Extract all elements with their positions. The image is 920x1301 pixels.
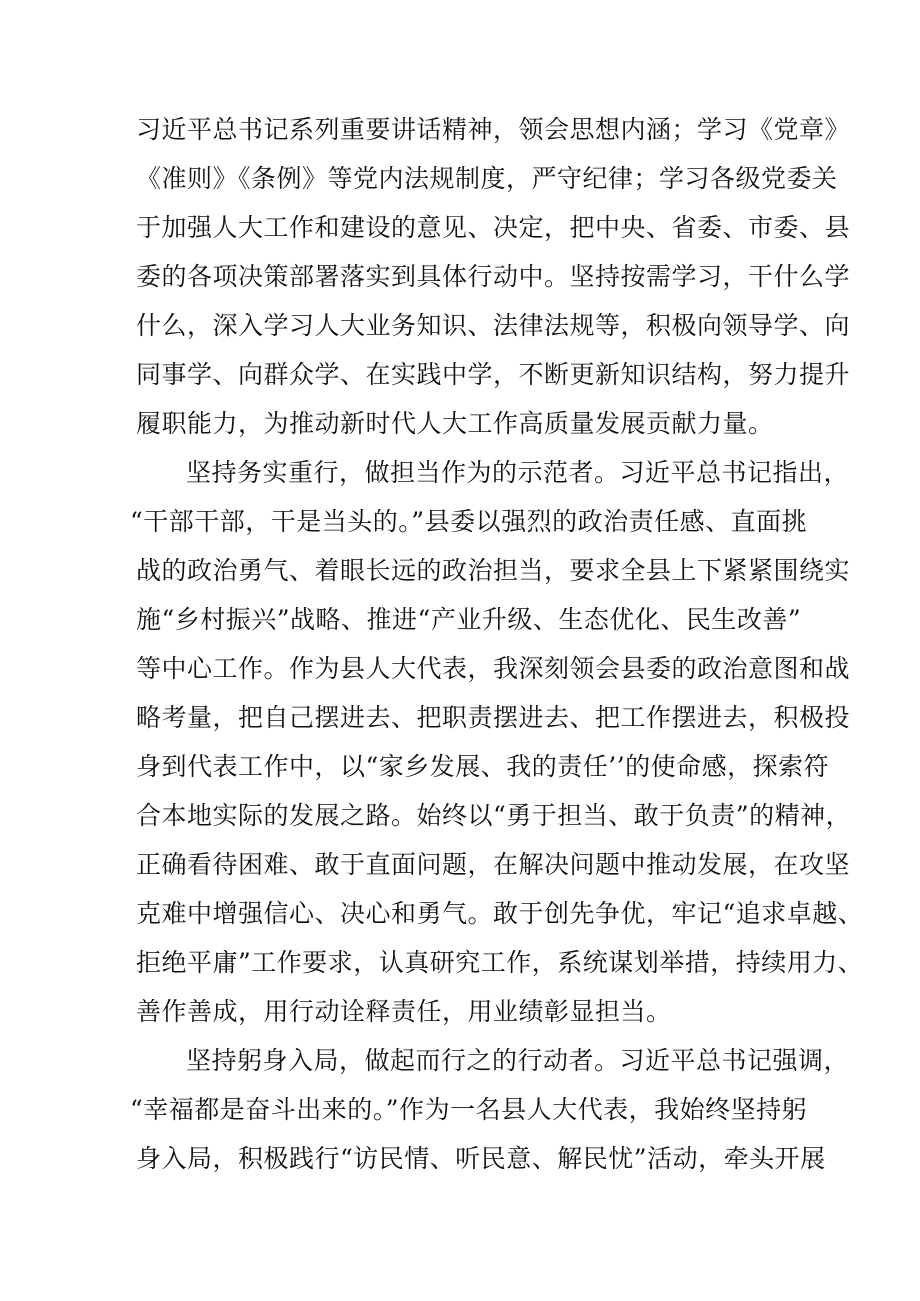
text-line: 同事学、向群众学、在实践中学，不断更新知识结构，努力提升 — [136, 360, 851, 389]
paragraph-first-line: 坚持躬身入局，做起而行之的行动者。习近平总书记强调， — [186, 1046, 850, 1075]
text-line: “幸福都是奋斗出来的。”作为一名县人大代表，我始终坚持躬 — [130, 1095, 808, 1124]
text-line: 拒绝平庸”工作要求，认真研究工作，系统谋划举措，持续用力、 — [136, 948, 864, 977]
text-line: 于加强人大工作和建设的意见、决定，把中央、省委、市委、县 — [136, 213, 851, 242]
text-line: 履职能力，为推动新时代人大工作高质量发展贡献力量。 — [136, 409, 774, 438]
text-line: “干部干部，干是当头的。”县委以强烈的政治责任感、直面挑 — [130, 507, 808, 536]
text-line: 合本地实际的发展之路。始终以“勇于担当、敢于负责”的精神， — [136, 801, 852, 830]
text-line: 《准则》《条例》等党内法规制度，严守纪律；学习各级党委关 — [136, 164, 838, 193]
text-line: 施“乡村振兴”战略、推进“产业升级、生态优化、民生改善” — [136, 605, 802, 634]
text-line: 克难中增强信心、决心和勇气。敢于创先争优，牢记“追求卓越、 — [136, 899, 864, 928]
text-line: 身入局，积极践行“访民情、听民意、解民忧”活动，牵头开展 — [136, 1144, 826, 1173]
text-line: 善作善成，用行动诠释责任，用业绩彰显担当。 — [136, 997, 672, 1026]
text-line: 委的各项决策部署落实到具体行动中。坚持按需学习，干什么学 — [136, 262, 851, 291]
text-line: 战的政治勇气、着眼长远的政治担当，要求全县上下紧紧围绕实 — [136, 556, 851, 585]
text-line: 什么，深入学习人大业务知识、法律法规等，积极向领导学、向 — [136, 311, 851, 340]
text-line: 正确看待困难、敢于直面问题，在解决问题中推动发展，在攻坚 — [136, 850, 851, 879]
text-line: 略考量，把自己摆进去、把职责摆进去、把工作摆进去，积极投 — [136, 703, 851, 732]
text-line: 习近平总书记系列重要讲话精神，领会思想内涵；学习《党章》 — [136, 115, 851, 144]
text-line: 等中心工作。作为县人大代表，我深刻领会县委的政治意图和战 — [136, 654, 851, 683]
text-line: 身到代表工作中，以“家乡发展、我的责任’’的使命感，探索符 — [136, 752, 830, 781]
paragraph-first-line: 坚持务实重行，做担当作为的示范者。习近平总书记指出， — [186, 458, 850, 487]
